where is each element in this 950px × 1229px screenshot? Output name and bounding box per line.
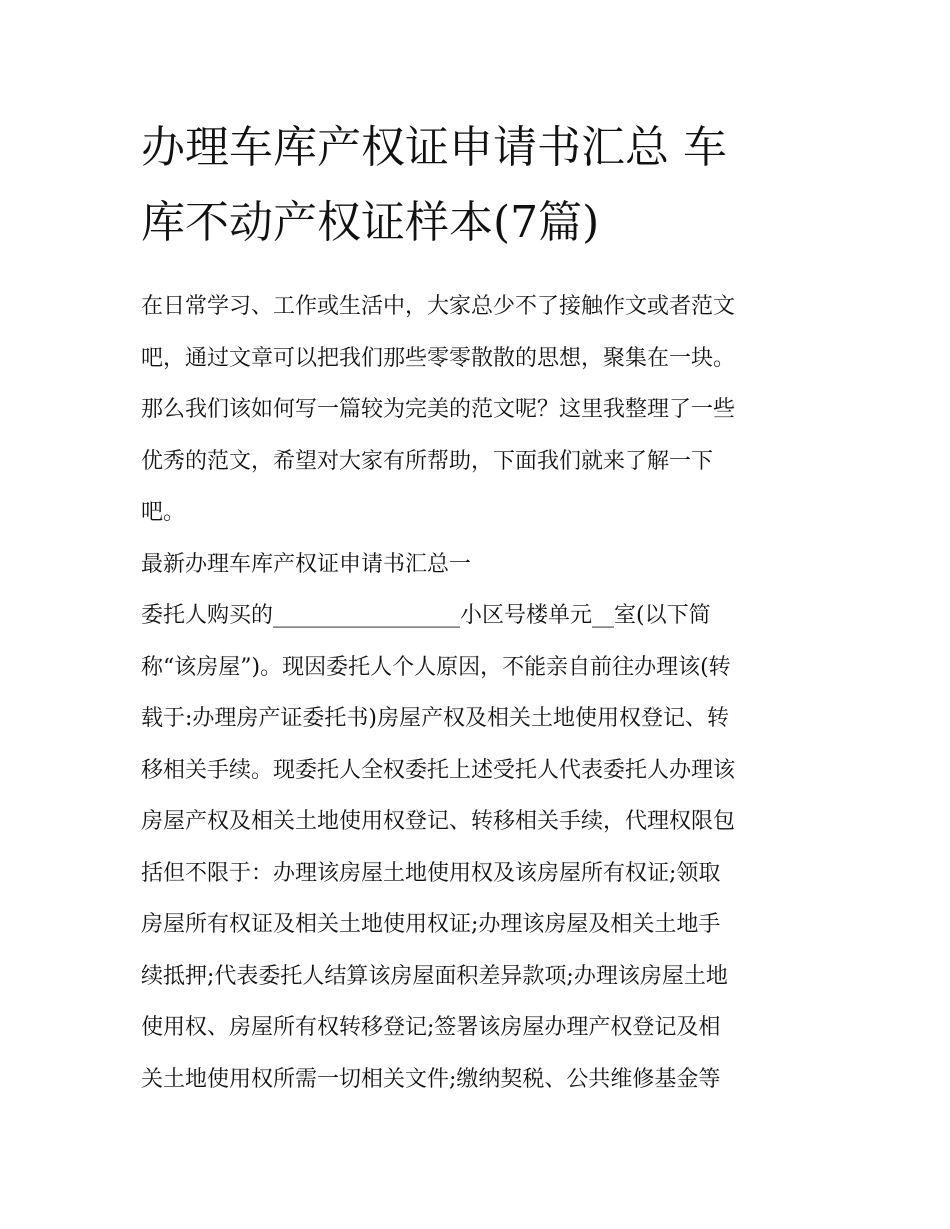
text-line: 委托人购买的_________________小区号楼单元__室(以下简 — [141, 603, 711, 628]
text-line: 吧。 — [141, 500, 186, 525]
document-title — [141, 110, 821, 260]
body-paragraph — [141, 590, 821, 1105]
text-line: 那么我们该如何写一篇较为完美的范文呢？这里我整理了一些 — [141, 397, 736, 422]
document-content — [141, 110, 821, 1105]
text-line: 载于:办理房产证委托书)房屋产权及相关土地使用权登记、转 — [141, 706, 729, 731]
text-line: 在日常学习、工作或生活中，大家总少不了接触作文或者范文 — [141, 294, 736, 319]
text-line: 移相关手续。现委托人全权委托上述受托人代表委托人办理该 — [141, 757, 736, 783]
text-line: 称“该房屋”)。现因委托人个人原因，不能亲自前往办理该(转 — [141, 654, 731, 680]
title-line: 办理车库产权证申请书汇总 车 — [141, 122, 727, 173]
text-line: 关土地使用权所需一切相关文件;缴纳契税、公共维修基金等 — [141, 1066, 721, 1092]
text-line: 续抵押;代表委托人结算该房屋面积差异款项;办理该房屋土地 — [141, 963, 728, 989]
text-line: 房屋产权及相关土地使用权登记、转移相关手续，代理权限包 — [141, 809, 736, 834]
text-line: 使用权、房屋所有权转移登记;签署该房屋办理产权登记及相 — [141, 1015, 721, 1040]
section-heading: 最新办理车库产权证申请书汇总一 — [141, 551, 472, 577]
section-heading-block — [141, 539, 821, 591]
intro-paragraph — [141, 281, 821, 539]
text-line: 优秀的范文，希望对大家有所帮助，下面我们就来了解一下 — [141, 448, 714, 474]
text-line: 吧，通过文章可以把我们那些零零散散的思想，聚集在一块。 — [141, 345, 736, 371]
text-line: 房屋所有权证及相关土地使用权证;办理该房屋及相关土地手 — [141, 912, 721, 937]
text-line: 括但不限于：办理该房屋土地使用权及该房屋所有权证;领取 — [141, 860, 721, 886]
title-line: 库不动产权证样本(7篇) — [141, 197, 600, 248]
